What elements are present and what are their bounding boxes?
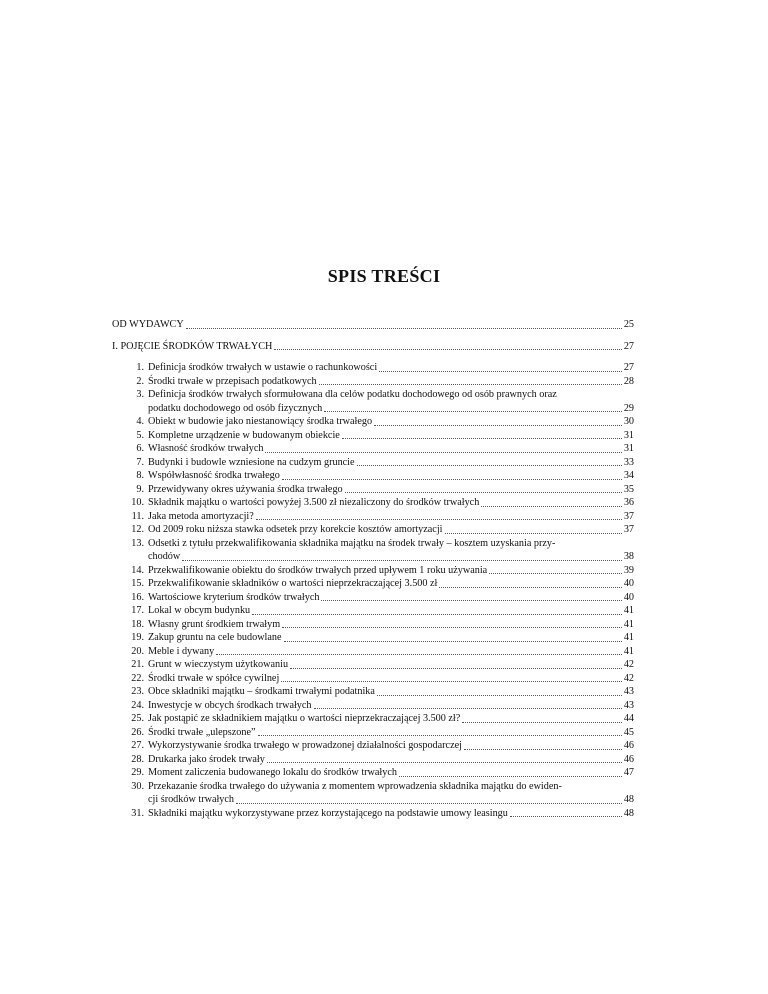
toc-entry-number: 7. xyxy=(136,456,144,468)
toc-entry-label: Odsetki z tytułu przekwalifikowania składnika majątku na środek trwały – kosztem uzyskania przy- xyxy=(148,537,556,549)
toc-entry-label: Środki trwałe w przepisach podatkowych xyxy=(148,375,317,387)
dot-leader xyxy=(281,681,622,682)
toc-entry-label: Definicja środków trwałych sformułowana dla celów podatku dochodowego od osób prawnych oraz xyxy=(148,389,557,400)
toc-entry-label: OD WYDAWCY xyxy=(112,319,184,330)
toc-page-number: 30 xyxy=(623,416,634,427)
toc-entry-number: 4. xyxy=(136,416,144,427)
toc-page-number: 35 xyxy=(623,483,634,495)
toc-entry-number: 5. xyxy=(136,429,144,441)
dot-leader xyxy=(314,708,622,709)
toc-entry xyxy=(112,591,634,605)
toc-entry-label: Składnik majątku o wartości powyżej 3.500 zł niezaliczony do środków trwałych xyxy=(148,497,480,508)
dot-leader xyxy=(216,654,622,655)
toc-entry-label: Meble i dywany xyxy=(148,645,215,657)
toc-entry-label: Definicja środków trwałych w ustawie o rachunkowości xyxy=(148,362,378,373)
dot-leader xyxy=(319,384,622,385)
toc-entry-number: 21. xyxy=(131,659,144,670)
toc-entry xyxy=(112,685,634,699)
toc-entry-label: Współwłasność środka trwałego xyxy=(148,470,280,481)
toc-entry-front xyxy=(112,318,634,332)
toc-entry xyxy=(112,699,634,713)
toc-entry-label-continued: podatku dochodowego od osób fizycznych xyxy=(148,402,323,414)
toc-entry-number: 17. xyxy=(131,605,144,616)
toc-entry-number: 19. xyxy=(131,632,144,643)
dot-leader xyxy=(236,803,622,804)
dot-leader xyxy=(252,614,622,615)
dot-leader xyxy=(489,573,622,574)
toc-page-number: 39 xyxy=(623,564,634,576)
toc-page-number: 46 xyxy=(623,753,634,765)
toc-page-number: 48 xyxy=(623,807,634,819)
dot-leader xyxy=(481,506,622,507)
toc-entry-label: Moment zaliczenia budowanego lokalu do środków trwałych xyxy=(148,767,397,778)
toc-entry xyxy=(112,510,634,524)
dot-leader xyxy=(258,735,622,736)
toc-entry-label: Od 2009 roku niższa stawka odsetek przy korekcie kosztów amortyzacji xyxy=(148,524,443,535)
toc-page-number: 40 xyxy=(623,578,634,589)
toc-entry-number: 6. xyxy=(136,443,144,454)
toc-items xyxy=(112,361,634,820)
toc-entry-label: Inwestycje w obcych środkach trwałych xyxy=(148,699,312,711)
toc-entry-label: Wartościowe kryterium środków trwałych xyxy=(148,591,320,603)
toc-page-number: 43 xyxy=(623,699,634,711)
toc-page-number: 43 xyxy=(623,686,634,697)
toc-entry xyxy=(112,361,634,375)
toc-entry-number: 24. xyxy=(131,699,144,711)
toc-entry-label: Środki trwałe w spółce cywilnej xyxy=(148,672,280,684)
toc-entry-label: Przewidywany okres używania środka trwałego xyxy=(148,483,343,495)
toc-entry xyxy=(112,712,634,726)
toc-page-number: 28 xyxy=(623,375,634,387)
toc-entry-label: Zakup gruntu na cele budowlane xyxy=(148,632,282,643)
page-title: SPIS TREŚCI xyxy=(327,266,441,286)
toc-entry-number: 1. xyxy=(136,362,144,373)
toc-entry-number: 8. xyxy=(136,470,144,481)
dot-leader xyxy=(464,749,622,750)
toc-entry-label-continued: chodów xyxy=(148,551,181,562)
toc-entry xyxy=(112,658,634,672)
toc-entry-number: 20. xyxy=(131,645,144,657)
toc-page-number: 36 xyxy=(623,497,634,508)
toc-entry-label: Obce składniki majątku – środkami trwałymi podatnika xyxy=(148,686,375,697)
dot-leader xyxy=(290,668,622,669)
toc-entry-number: 25. xyxy=(131,713,144,724)
toc-entry xyxy=(112,537,634,564)
toc-entry-label: Środki trwałe „ulepszone” xyxy=(148,726,256,738)
dot-leader xyxy=(282,627,622,628)
dot-leader xyxy=(186,328,622,329)
toc-entry-number: 10. xyxy=(131,497,144,508)
dot-leader xyxy=(321,600,621,601)
toc-page-number: 41 xyxy=(623,632,634,643)
toc-page-number: 46 xyxy=(623,740,634,751)
toc-page-number: 31 xyxy=(623,429,634,441)
toc-entry-label: Przekwalifikowanie obiektu do środków trwałych przed upływem 1 roku używania xyxy=(148,564,488,576)
toc-entry-label: Jak postąpić ze składnikiem majątku o wartości nieprzekraczającej 3.500 zł? xyxy=(148,713,461,724)
toc-entry-number: 18. xyxy=(131,618,144,630)
dot-leader xyxy=(284,641,622,642)
dot-leader xyxy=(345,492,622,493)
dot-leader xyxy=(357,465,622,466)
toc-entry-number: 15. xyxy=(131,578,144,589)
dot-leader xyxy=(399,776,622,777)
toc-entry-number: 12. xyxy=(131,524,144,535)
toc-entry xyxy=(112,442,634,456)
toc-entry-number: 16. xyxy=(131,591,144,603)
dot-leader xyxy=(282,479,622,480)
toc-entry-number: 28. xyxy=(131,753,144,765)
dot-leader xyxy=(379,371,622,372)
toc-page-number: 25 xyxy=(623,319,634,330)
toc-entry xyxy=(112,564,634,578)
toc-page-number: 37 xyxy=(623,510,634,522)
toc-entry-label: Przekazanie środka trwałego do używania z momentem wprowadzenia składnika majątku do ewiden- xyxy=(148,780,562,792)
toc-page-number: 41 xyxy=(623,645,634,657)
dot-leader xyxy=(374,425,622,426)
toc-entry xyxy=(112,496,634,510)
toc-entry xyxy=(112,577,634,591)
toc-entry-label: Grunt w wieczystym użytkowaniu xyxy=(148,659,289,670)
toc-page-number: 44 xyxy=(623,713,634,724)
toc-entry-label-continued: cji środków trwałych xyxy=(148,794,235,805)
toc-entry-label: Kompletne urządzenie w budowanym obiekcie xyxy=(148,429,340,441)
toc-page-number: 37 xyxy=(623,524,634,535)
toc-page-number: 33 xyxy=(623,456,634,468)
dot-leader xyxy=(274,349,621,350)
toc-entry xyxy=(112,604,634,618)
toc-page-number: 29 xyxy=(623,402,634,414)
toc-entry xyxy=(112,469,634,483)
toc-entry-number: 2. xyxy=(136,375,144,387)
dot-leader xyxy=(462,722,622,723)
dot-leader xyxy=(182,560,622,561)
dot-leader xyxy=(445,533,622,534)
toc-entry-label: I. POJĘCIE ŚRODKÓW TRWAŁYCH xyxy=(112,340,273,352)
toc-entry-label: Jaka metoda amortyzacji? xyxy=(148,510,254,522)
dot-leader xyxy=(265,452,621,453)
toc-entry xyxy=(112,739,634,753)
toc-entry xyxy=(112,618,634,632)
toc-entry-number: 9. xyxy=(136,483,144,495)
toc-entry xyxy=(112,780,634,807)
toc-entry-number: 3. xyxy=(136,389,144,400)
toc-entry-label: Obiekt w budowie jako niestanowiący środka trwałego xyxy=(148,416,373,427)
toc-entry-label: Własność środków trwałych xyxy=(148,443,264,454)
toc-page-number: 45 xyxy=(623,726,634,738)
toc-entry xyxy=(112,456,634,470)
toc-page-number: 42 xyxy=(623,672,634,684)
toc-entry-number: 22. xyxy=(131,672,144,684)
toc-entry-number: 27. xyxy=(131,740,144,751)
toc-entry xyxy=(112,753,634,767)
toc-entry-number: 11. xyxy=(131,510,144,522)
toc-entry xyxy=(112,672,634,686)
toc-entry-label: Lokal w obcym budynku xyxy=(148,605,251,616)
dot-leader xyxy=(256,519,622,520)
toc-page-number: 48 xyxy=(623,794,634,805)
toc-entry xyxy=(112,375,634,389)
toc-entry-label: Budynki i budowle wzniesione na cudzym gruncie xyxy=(148,456,355,468)
toc-page-number: 41 xyxy=(623,605,634,616)
toc-entry-number: 30. xyxy=(131,780,144,792)
toc-entry-number: 23. xyxy=(131,686,144,697)
toc-page-number: 34 xyxy=(623,470,634,481)
toc-entry xyxy=(112,807,634,821)
toc-page-number: 41 xyxy=(623,618,634,630)
toc-entry-number: 26. xyxy=(131,726,144,738)
dot-leader xyxy=(267,762,622,763)
toc-entry-number: 14. xyxy=(131,564,144,576)
toc-entry-number: 31. xyxy=(131,807,144,819)
toc-entry xyxy=(112,645,634,659)
toc-entry xyxy=(112,726,634,740)
dot-leader xyxy=(324,411,622,412)
dot-leader xyxy=(439,587,621,588)
dot-leader xyxy=(510,816,622,817)
toc-page-number: 38 xyxy=(623,551,634,562)
table-of-contents xyxy=(112,318,634,820)
dot-leader xyxy=(342,438,622,439)
toc-entry-number: 29. xyxy=(131,767,144,778)
toc-entry xyxy=(112,429,634,443)
dot-leader xyxy=(377,695,622,696)
toc-page-number: 40 xyxy=(623,591,634,603)
toc-page-number: 31 xyxy=(623,443,634,454)
toc-section-heading xyxy=(112,340,634,354)
toc-entry xyxy=(112,415,634,429)
toc-entry xyxy=(112,483,634,497)
toc-entry-label: Składniki majątku wykorzystywane przez korzystającego na podstawie umowy leasingu xyxy=(148,807,508,819)
toc-entry-label: Własny grunt środkiem trwałym xyxy=(148,618,281,630)
toc-entry-label: Drukarka jako środek trwały xyxy=(148,753,265,765)
toc-entry xyxy=(112,523,634,537)
toc-entry xyxy=(112,631,634,645)
toc-page-number: 27 xyxy=(623,362,634,373)
toc-entry-label: Wykorzystywanie środka trwałego w prowadzonej działalności gospodarczej xyxy=(148,740,462,751)
toc-entry xyxy=(112,388,634,415)
toc-entry xyxy=(112,766,634,780)
toc-page-number: 42 xyxy=(623,659,634,670)
toc-entry-number: 13. xyxy=(131,537,144,549)
toc-page-number: 27 xyxy=(623,340,634,352)
toc-page-number: 47 xyxy=(623,767,634,778)
toc-entry-label: Przekwalifikowanie składników o wartości nieprzekraczającej 3.500 zł xyxy=(148,578,438,589)
